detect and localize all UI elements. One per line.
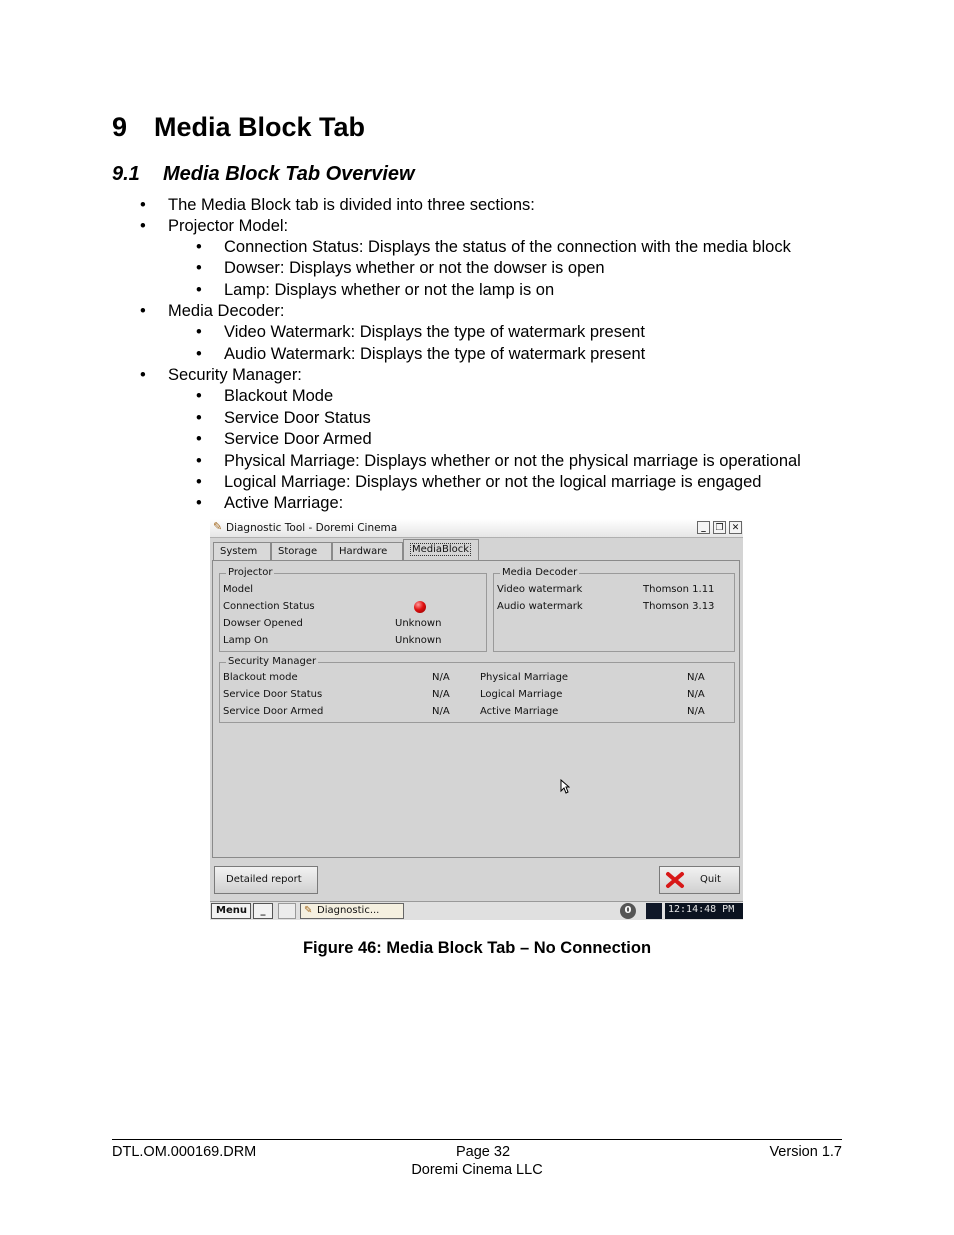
tab-storage[interactable]: Storage [271,542,332,560]
close-button[interactable]: ✕ [729,521,742,534]
subsection-heading [112,163,415,186]
physical-marriage-label: Physical Marriage [480,672,569,683]
audio-watermark-value: Thomson 3.13 [643,601,715,612]
mediablock-panel [212,560,740,858]
lamp-on-label: Lamp On [223,635,269,646]
logical-marriage-value: N/A [687,689,705,700]
section-title: Media Block Tab [154,112,366,142]
taskbar-minimize-button[interactable]: _ [253,903,273,919]
window-title: Diagnostic Tool - Doremi Cinema [226,522,398,534]
window-titlebar [210,519,743,538]
bullet-subitem: • Service Door Status [196,409,371,427]
wrench-icon: ✎ [304,905,313,916]
video-watermark-label: Video watermark [497,584,583,595]
bullet-item: • Media Decoder: [140,302,285,320]
taskbar-keyboard-icon[interactable] [278,903,296,919]
connection-status-led-icon [414,601,426,613]
bullet-subitem: • Video Watermark: Displays the type of watermark present [196,323,645,341]
taskbar [210,901,743,920]
bullet-subitem: • Blackout Mode [196,387,334,405]
bullet-item: • The Media Block tab is divided into three sections: [140,196,535,214]
security-manager-group-title: Security Manager [228,656,317,667]
blackout-mode-label: Blackout mode [223,672,298,683]
active-marriage-value: N/A [687,706,705,717]
footer-rule [112,1139,842,1140]
dowser-opened-value: Unknown [395,618,442,629]
media-decoder-group [493,567,735,652]
blackout-mode-value: N/A [432,672,450,683]
bullet-subitem: • Connection Status: Displays the status of the connection with the media block [196,238,791,256]
mouse-cursor-icon [560,779,570,794]
bullet-subitem: • Lamp: Displays whether or not the lamp is on [196,281,555,299]
minimize-button[interactable]: _ [697,521,710,534]
projector-group [219,567,487,652]
bullet-item: • Security Manager: [140,366,302,384]
footer-page: Page 32 [455,1144,511,1160]
bullet-subitem: • Audio Watermark: Displays the type of watermark present [196,345,646,363]
red-x-icon [665,871,685,889]
quit-button[interactable]: Quit [659,866,740,894]
section-heading [112,112,365,143]
bullet-subitem: • Logical Marriage: Displays whether or not the logical marriage is engaged [196,473,762,491]
tray-badge-icon[interactable]: 0 [620,903,636,919]
footer-version: Version 1.7 [769,1144,842,1160]
tab-mediablock[interactable]: MediaBlock [403,539,479,561]
restore-button[interactable]: ❐ [713,521,726,534]
subsection-title: Media Block Tab Overview [163,163,415,185]
service-door-armed-label: Service Door Armed [223,706,324,717]
audio-watermark-label: Audio watermark [497,601,583,612]
bullet-subitem: • Service Door Armed [196,430,372,448]
projector-group-title: Projector [228,567,273,578]
diagnostic-tool-window [210,519,743,919]
media-decoder-group-title: Media Decoder [502,567,578,578]
model-label: Model [223,584,254,595]
service-door-status-value: N/A [432,689,450,700]
bullet-subitem: • Physical Marriage: Displays whether or not the physical marriage is operational [196,452,801,470]
footer-company: Doremi Cinema LLC [411,1162,543,1178]
bullet-item: • Projector Model: [140,217,289,235]
wrench-icon: ✎ [213,520,223,533]
tray-display-icon[interactable] [646,903,662,919]
taskbar-task-diagnostic[interactable]: ✎ Diagnostic... [300,903,404,919]
dowser-opened-label: Dowser Opened [223,618,303,629]
security-manager-group [219,656,735,723]
lamp-on-value: Unknown [395,635,442,646]
footer-doc-id: DTL.OM.000169.DRM [112,1144,257,1160]
active-marriage-label: Active Marriage [480,706,559,717]
service-door-status-label: Service Door Status [223,689,323,700]
physical-marriage-value: N/A [687,672,705,683]
bullet-subitem: • Dowser: Displays whether or not the dowser is open [196,259,605,277]
taskbar-menu-button[interactable]: Menu [211,903,251,919]
video-watermark-value: Thomson 1.11 [643,584,715,595]
bullet-subitem: • Active Marriage: [196,494,344,512]
section-number: 9 [112,112,128,142]
logical-marriage-label: Logical Marriage [480,689,563,700]
taskbar-clock: 12:14:48 PM [665,903,743,919]
tab-hardware[interactable]: Hardware [332,542,403,560]
connection-status-label: Connection Status [223,601,315,612]
tab-system[interactable]: System [213,542,271,560]
figure-caption: Figure 46: Media Block Tab – No Connection [302,939,652,957]
detailed-report-button[interactable]: Detailed report [214,866,318,894]
subsection-number: 9.1 [112,163,140,185]
service-door-armed-value: N/A [432,706,450,717]
